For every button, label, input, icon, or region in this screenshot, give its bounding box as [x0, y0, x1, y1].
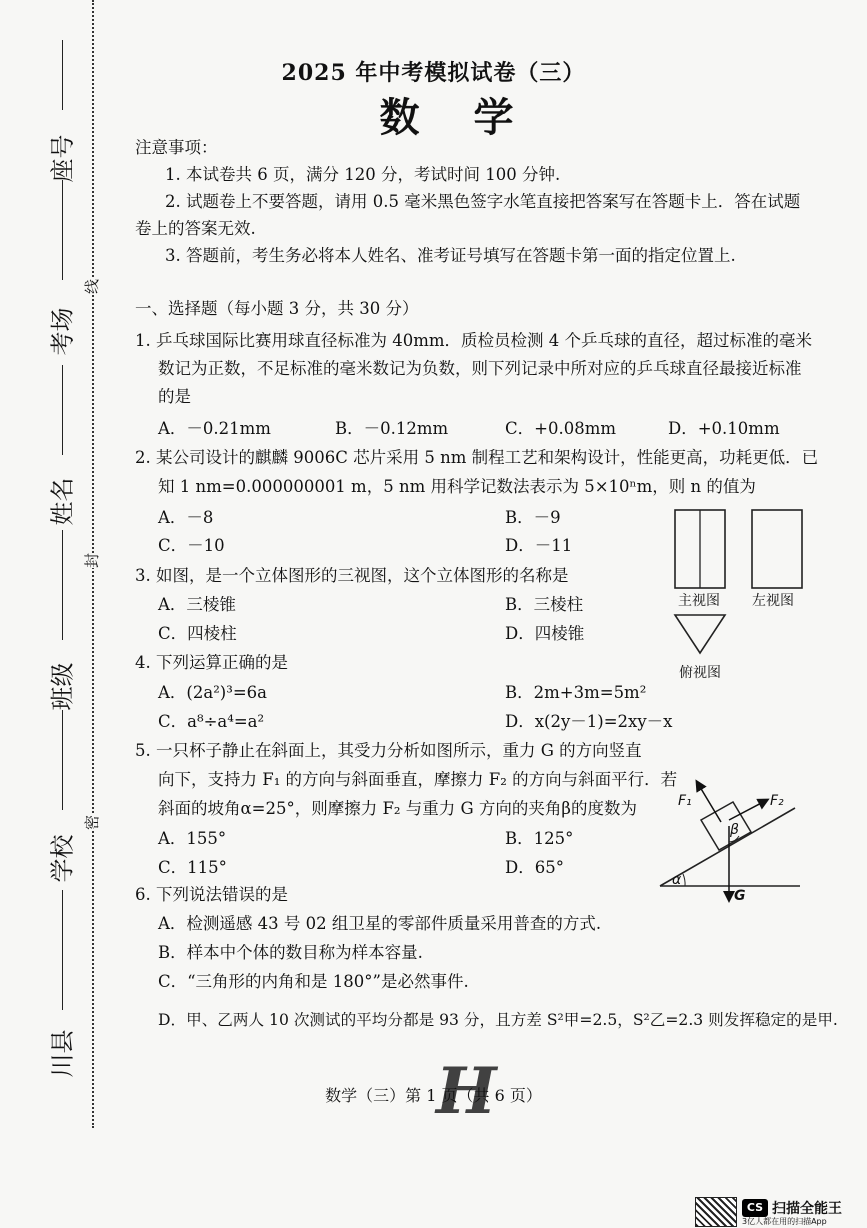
note-3: 3. 答题前，考生务必将本人姓名、准考证号填写在答题卡第一面的指定位置上.	[165, 246, 736, 265]
exam-room-label: 考场	[48, 307, 77, 356]
section-heading: 一、选择题（每小题 3 分，共 30 分）	[135, 299, 419, 318]
q2-option-c: C．－10	[158, 536, 225, 555]
q5-line3: 斜面的坡角α=25°，则摩擦力 F₂ 与重力 G 方向的夹角β的度数为	[158, 799, 637, 818]
seat-label: 座号	[48, 134, 77, 183]
q3-option-a: A．三棱锥	[158, 595, 236, 614]
cup-block	[701, 802, 751, 850]
q4-option-d: D．x(2y－1)=2xy－x	[505, 712, 673, 731]
q5-option-b: B．125°	[505, 829, 574, 848]
q1-line2: 数记为正数，不足标准的毫米数记为负数，则下列记录中所对应的乒乓球直径最接近标准	[158, 359, 802, 378]
q4-option-c: C．a⁸÷a⁴=a²	[158, 712, 265, 731]
g-label: G	[734, 888, 746, 904]
note-1: 1. 本试卷共 6 页，满分 120 分，考试时间 100 分钟.	[165, 165, 561, 184]
paper-mark-h: H	[436, 1054, 497, 1129]
q5-option-a: A．155°	[158, 829, 227, 848]
q6-option-a: A．检测遥感 43 号 02 组卫星的零部件质量采用普查的方式.	[158, 914, 602, 933]
alpha-label: α	[672, 872, 682, 888]
school-label: 学校	[48, 834, 77, 883]
f1-label: F₁	[678, 793, 692, 809]
camscanner-logo-icon: CS	[742, 1199, 768, 1217]
q1-option-b: B．－0.12mm	[335, 419, 449, 438]
camscanner-name: 扫描全能王	[772, 1201, 842, 1217]
q5-line1: 5. 一只杯子静止在斜面上，其受力分析如图所示，重力 G 的方向竖直	[135, 741, 642, 760]
front-view-label: 主视图	[678, 593, 720, 609]
county-label: 川县	[48, 1029, 77, 1078]
q2-option-a: A．－8	[158, 508, 214, 527]
q3-option-d: D．四棱锥	[505, 624, 585, 643]
county-line	[62, 890, 63, 1010]
q3-option-c: C．四棱柱	[158, 624, 237, 643]
beta-label: β	[730, 822, 739, 838]
q1-line3: 的是	[158, 387, 191, 406]
class-label: 班级	[48, 662, 77, 711]
q1-option-d: D．+0.10mm	[668, 419, 780, 438]
top-view-shape	[675, 615, 725, 653]
q6-option-c: C．“三角形的内角和是 180°”是必然事件.	[158, 972, 469, 991]
q2-line2: 知 1 nm=0.000000001 m，5 nm 用科学记数法表示为 5×10ⁿm，则 n 的值为	[158, 477, 756, 496]
q1-option-a: A．－0.21mm	[158, 419, 271, 438]
q2-option-d: D．－11	[505, 536, 573, 555]
alpha-arc	[683, 874, 685, 886]
q3-line1: 3. 如图，是一个立体图形的三视图，这个立体图形的名称是	[135, 566, 569, 585]
q3-option-b: B．三棱柱	[505, 595, 584, 614]
note-2a: 2. 试题卷上不要答题，请用 0.5 毫米黑色签字水笔直接把答案写在答题卡上．答在试题	[165, 192, 801, 211]
seal-seal-char: 封	[83, 552, 102, 569]
qr-code-icon	[695, 1197, 737, 1227]
q5-option-c: C．115°	[158, 858, 227, 877]
exam-room-line	[62, 180, 63, 280]
q2-line1: 2. 某公司设计的麒麟 9006C 芯片采用 5 nm 制程工艺和架构设计，性能更高，功耗更低．已	[135, 448, 819, 467]
q2-option-b: B．－9	[505, 508, 561, 527]
class-line	[62, 530, 63, 640]
top-view-label: 俯视图	[679, 665, 721, 681]
note-2b: 卷上的答案无效.	[135, 219, 256, 238]
q5-option-d: D．65°	[505, 858, 564, 877]
seal-mi-char: 密	[83, 814, 102, 831]
school-line	[62, 710, 63, 810]
q4-option-b: B．2m+3m=5m²	[505, 683, 647, 702]
q5-line2: 向下，支持力 F₁ 的方向与斜面垂直，摩擦力 F₂ 的方向与斜面平行．若	[158, 770, 678, 789]
q6-option-b: B．样本中个体的数目称为样本容量.	[158, 943, 423, 962]
q4-option-a: A．(2a²)³=6a	[158, 683, 268, 702]
left-view-shape	[752, 510, 802, 588]
name-label: 姓名	[48, 477, 77, 526]
q1-option-c: C．+0.08mm	[505, 419, 616, 438]
page-footer: 数学（三）第 1 页（共 6 页）	[325, 1086, 542, 1105]
name-line	[62, 365, 63, 455]
left-view-label: 左视图	[752, 593, 794, 609]
camscanner-tagline: 3亿人都在用的扫描App	[742, 1217, 827, 1226]
seal-line-char: 线	[83, 278, 102, 295]
q1-line1: 1. 乒乓球国际比赛用球直径标准为 40mm．质检员检测 4 个乒乓球的直径，超过标准的毫米	[135, 331, 813, 350]
notes-heading: 注意事项：	[135, 138, 218, 157]
q4-line1: 4. 下列运算正确的是	[135, 653, 288, 672]
subject-title: 数学	[379, 94, 568, 141]
exam-title: 2025 年中考模拟试卷（三）	[281, 60, 586, 86]
q6-option-d: D．甲、乙两人 10 次测试的平均分都是 93 分，且方差 S²甲=2.5，S²乙=2.3 则发挥稳定的是甲.	[158, 1011, 838, 1029]
f2-label: F₂	[770, 793, 784, 809]
q6-line1: 6. 下列说法错误的是	[135, 885, 288, 904]
